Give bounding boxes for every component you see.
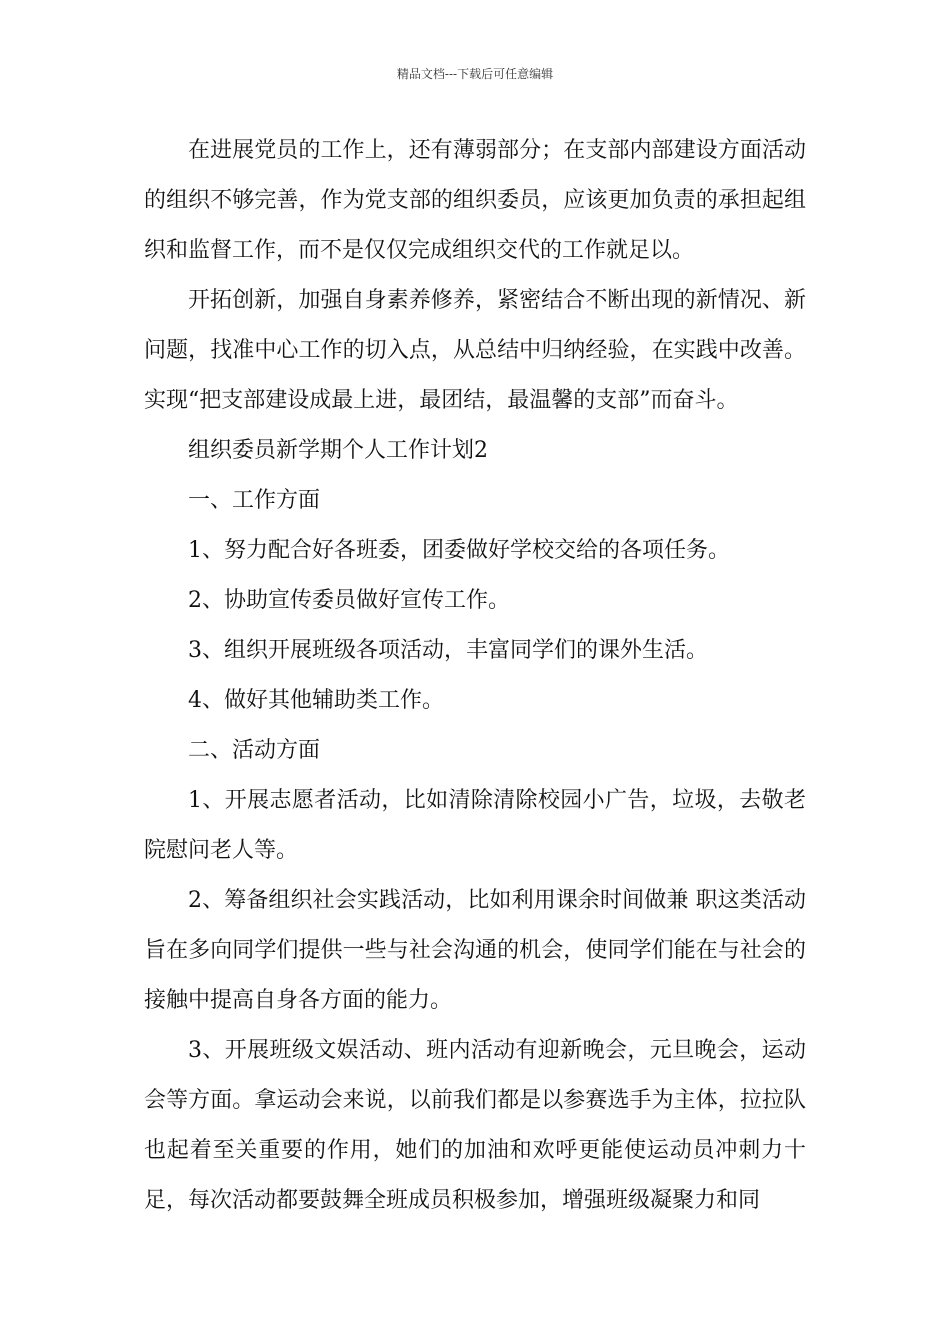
list-item: 3、组织开展班级各项活动，丰富同学们的课外生活。: [188, 638, 708, 663]
paragraph: 开拓创新，加强自身素养修养，紧密结合不断出现的新情况、新问题，找准中心工作的切入点，从总结中归纳经验，在实践中改善。实现“把支部建设成最上进，最团结，最温馨的支部”而奋斗。: [144, 288, 806, 413]
document-body: [144, 126, 806, 1226]
section-title: 组织委员新学期个人工作计划2: [188, 438, 488, 463]
list-item: 1、努力配合好各班委，团委做好学校交给的各项任务。: [188, 538, 730, 563]
section-heading: 一、工作方面: [188, 488, 321, 513]
list-item: 4、做好其他辅助类工作。: [188, 688, 444, 713]
paragraph: 在进展党员的工作上，还有薄弱部分；在支部内部建设方面活动的组织不够完善，作为党支部的组织委员，应该更加负责的承担起组织和监督工作，而不是仅仅完成组织交代的工作就足以。: [144, 138, 806, 263]
page-header: 精品文档---下载后可任意编辑: [396, 67, 554, 81]
list-item: 2、筹备组织社会实践活动，比如利用课余时间做兼 职这类活动旨在多向同学们提供一些与社会沟通的机会，使同学们能在与社会的接触中提高自身各方面的能力。: [144, 888, 806, 1013]
list-item: 1、开展志愿者活动，比如清除清除校园小广告，垃圾，去敬老院慰问老人等。: [144, 788, 806, 863]
section-heading: 二、活动方面: [188, 738, 321, 763]
list-item: 2、协助宣传委员做好宣传工作。: [188, 588, 510, 613]
list-item: 3、开展班级文娱活动、班内活动有迎新晚会，元旦晚会，运动会等方面。拿运动会来说，以前我们都是以参赛选手为主体，拉拉队也起着至关重要的作用，她们的加油和欢呼更能使运动员冲刺力十足，每次活动都要鼓舞全班成员积极参加，增强班级凝聚力和同: [144, 1038, 806, 1213]
